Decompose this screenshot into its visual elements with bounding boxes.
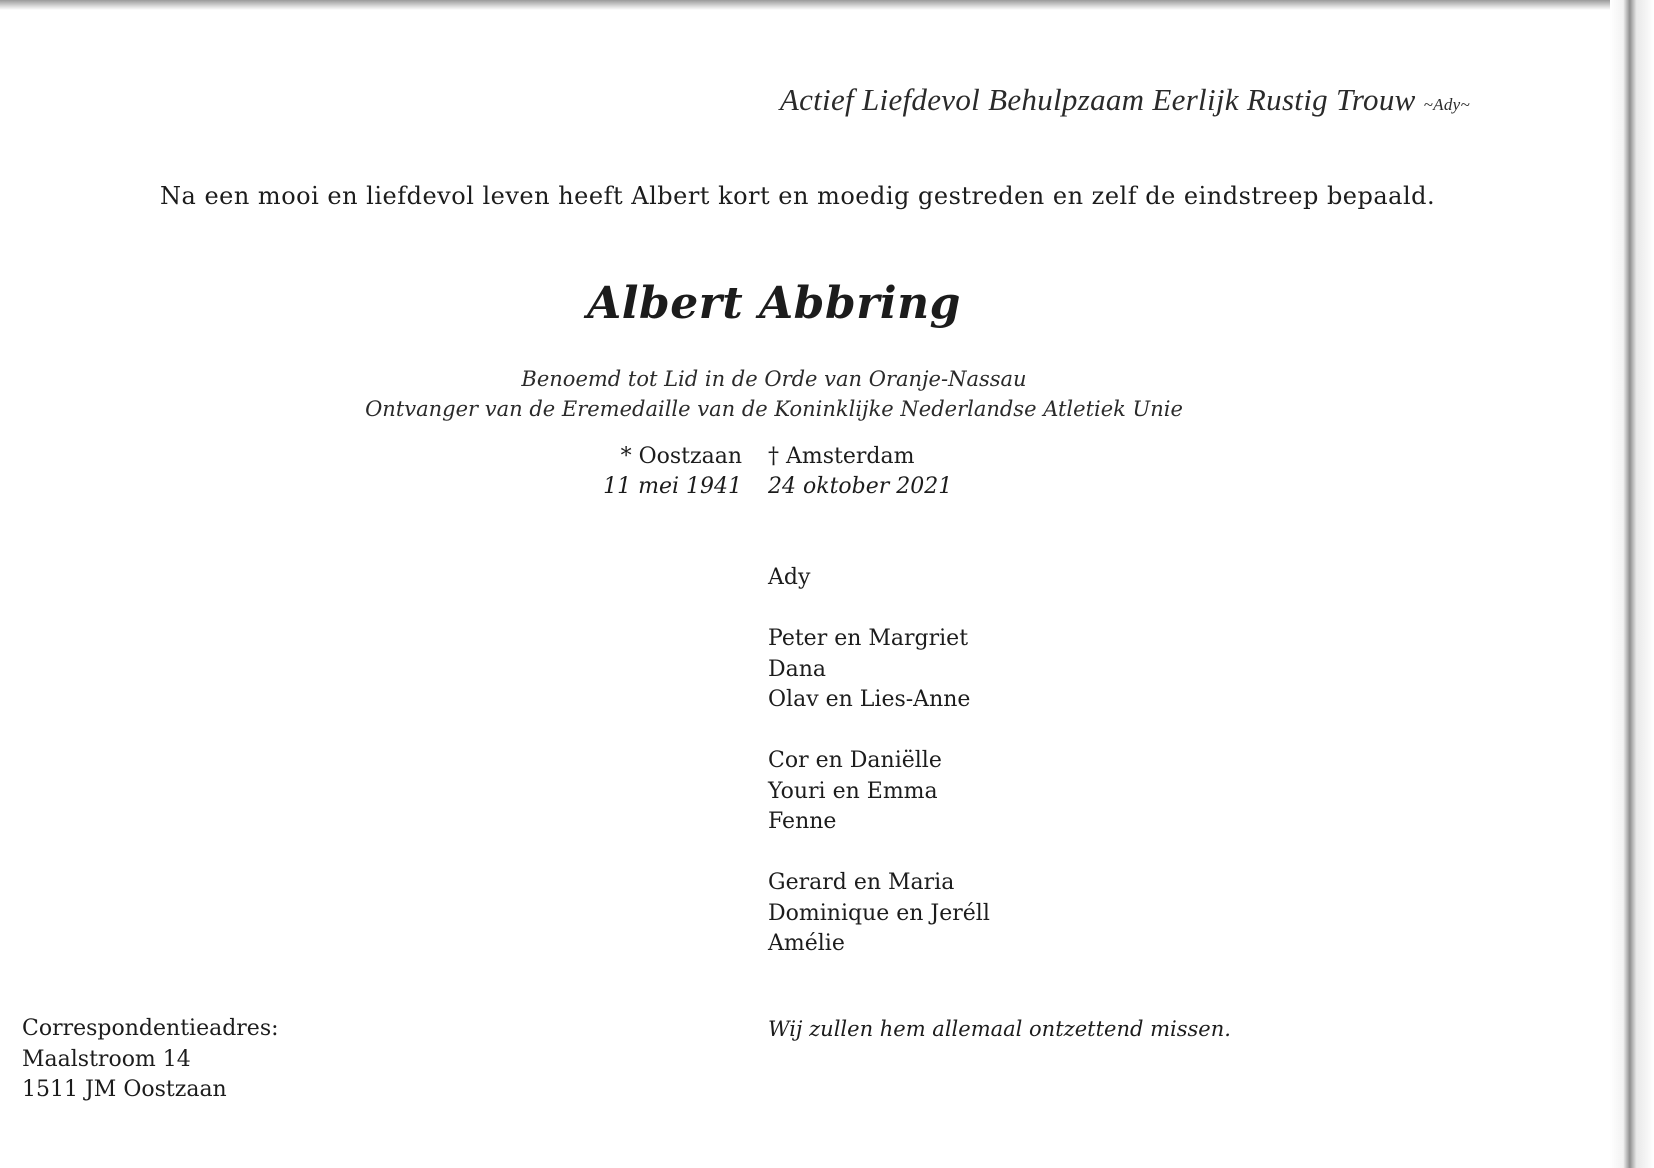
death-place: † Amsterdam: [768, 444, 915, 469]
address-street: Maalstroom 14: [22, 1046, 191, 1072]
family-member: Dana: [768, 656, 827, 682]
closing-text: Wij zullen hem allemaal ontzettend missen.: [768, 1017, 1231, 1041]
family-group: [768, 868, 990, 960]
family-member: Amélie: [768, 931, 845, 956]
family-member: Ady: [768, 565, 811, 590]
family-group: [768, 746, 990, 838]
death-info: [768, 442, 952, 502]
intro-text: Na een mooi en liefdevol leven heeft Albert kort en moedig gestreden en zelf de eindstreep bepaald.: [160, 182, 1436, 210]
family-member: Gerard en Maria: [768, 870, 955, 895]
family-member: Olav en Lies-Anne: [768, 687, 971, 712]
deceased-name: Albert Abbring: [587, 278, 961, 329]
motto-words: Actief Liefdevol Behulpzaam Eerlijk Rustig Trouw: [779, 82, 1416, 117]
family-member: Dominique en Jeréll: [768, 900, 990, 926]
family-list: [768, 563, 990, 990]
birth-info: [603, 442, 742, 502]
honour-line: Benoemd tot Lid in de Orde van Oranje-Nassau: [521, 367, 1027, 391]
honour-line: Ontvanger van de Eremedaille van de Koninklijke Nederlandse Atletiek Unie: [365, 397, 1183, 421]
honours: [0, 364, 1548, 424]
birth-place: * Oostzaan: [620, 444, 742, 469]
family-member: Peter en Margriet: [768, 626, 969, 651]
family-member: Cor en Daniëlle: [768, 748, 942, 773]
family-group: [768, 624, 990, 716]
death-date: 24 oktober 2021: [768, 474, 953, 499]
birth-date: 11 mei 1941: [603, 474, 742, 499]
family-member: Fenne: [768, 809, 837, 834]
motto-signature: ~Ady~: [1423, 95, 1470, 114]
motto: [780, 82, 1470, 118]
address-label: Correspondentieadres:: [22, 1016, 279, 1041]
family-group: [768, 563, 990, 594]
family-member: Youri en Emma: [768, 778, 938, 804]
correspondence-address: [22, 1014, 279, 1106]
scan-edge-top: [0, 0, 1654, 10]
address-city: 1511 JM Oostzaan: [22, 1077, 227, 1102]
scan-edge-right: [1610, 0, 1654, 1168]
